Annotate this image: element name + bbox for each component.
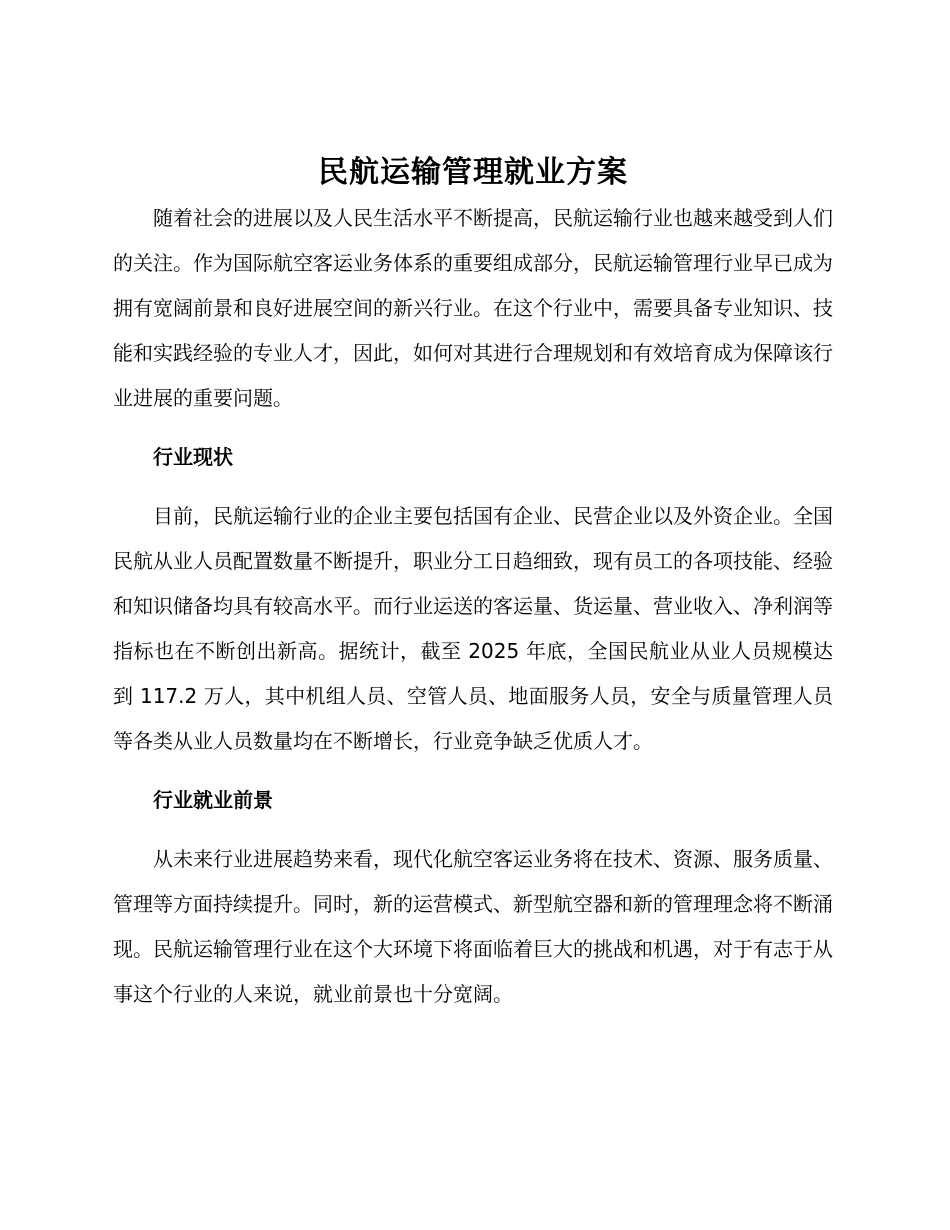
section-paragraph: 目前，民航运输行业的企业主要包括国有企业、民营企业以及外资企业。全国民航从业人员配置数量不断提升，职业分工日趋细致，现有员工的各项技能、经验和知识储备均具有较高水平。而行业运送的客运量、货运量、营业收入、净利润等指标也在不断创出新高。据统计，截至 2025 年底，全国民航业从业人员规模达到 117.2 万人，其中机组人员、空管人员、地面服务人员，安全与质量管理人员等各类从业人员数量均在不断增长，行业竞争缺乏优质人才。 [113, 504, 833, 753]
section-employment-outlook [113, 778, 833, 1017]
document-title: 民航运输管理就业方案 [318, 155, 628, 190]
document-page [113, 150, 833, 1017]
intro-paragraph: 随着社会的进展以及人民生活水平不断提高，民航运输行业也越来越受到人们的关注。作为国际航空客运业务体系的重要组成部分，民航运输管理行业早已成为拥有宽阔前景和良好进展空间的新兴行业。在这个行业中，需要具备专业知识、技能和实践经验的专业人才，因此，如何对其进行合理规划和有效培育成为保障该行业进展的重要问题。 [113, 206, 833, 410]
section-paragraph: 从未来行业进展趋势来看，现代化航空客运业务将在技术、资源、服务质量、管理等方面持续提升。同时，新的运营模式、新型航空器和新的管理理念将不断涌现。民航运输管理行业在这个大环境下将面临着巨大的挑战和机遇，对于有志于从事这个行业的人来说，就业前景也十分宽阔。 [113, 847, 833, 1006]
section-heading: 行业现状 [153, 445, 233, 469]
section-heading: 行业就业前景 [153, 788, 273, 812]
section-industry-status [113, 435, 833, 764]
